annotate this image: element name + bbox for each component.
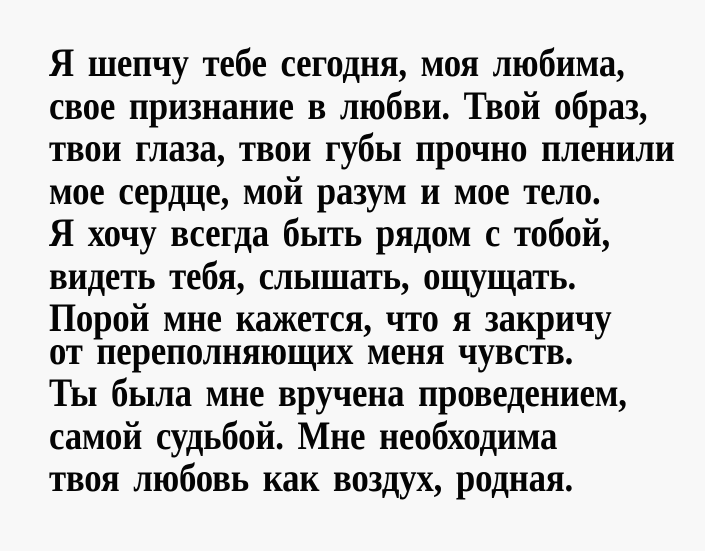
poem-line: Я хочу всегда быть рядом с тобой, <box>49 210 610 255</box>
poem-line: Я шепчу тебе сегодня, моя любима, <box>49 40 625 85</box>
poem-line: твоя любовь как воздух, родная. <box>49 455 574 500</box>
poem-line: от переполняющих меня чувств. <box>49 327 574 373</box>
poem-line: самой судьбой. Мне необходима <box>49 412 558 458</box>
poem-line: Порой мне кажется, что я закричу <box>49 295 612 340</box>
poem-text <box>49 42 705 500</box>
poem-line: Ты была мне вручена проведением, <box>49 370 627 415</box>
poem-line: твои глаза, твои губы прочно пленили <box>49 125 675 170</box>
poem-line: видеть тебя, слышать, ощущать. <box>49 252 577 298</box>
poem-line: свое признание в любви. Твой образ, <box>49 82 648 128</box>
poem-line: мое сердце, мой разум и мое тело. <box>49 167 601 213</box>
